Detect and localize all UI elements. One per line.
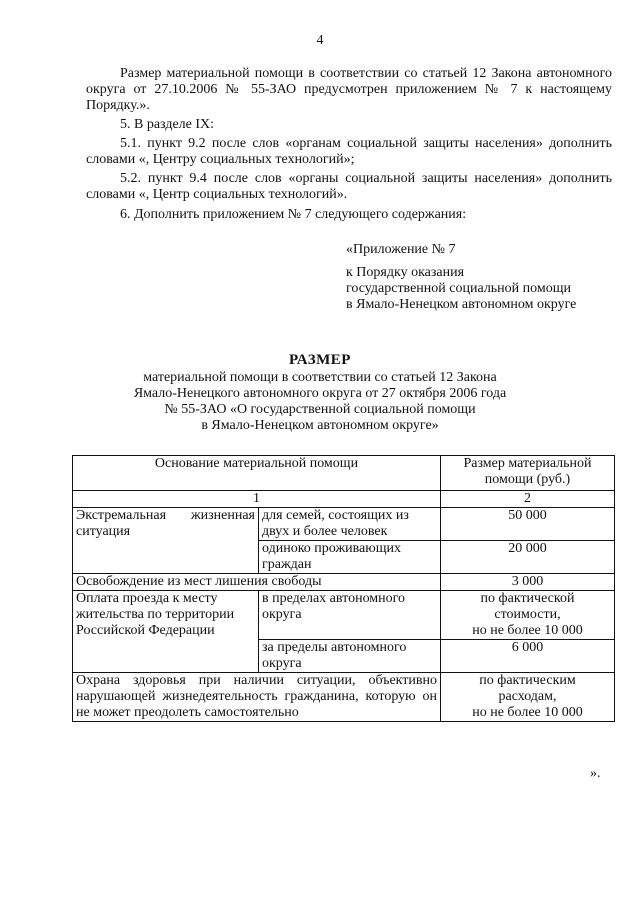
row-label-release: Освобождение из мест лишения свободы [73, 574, 441, 591]
paragraph-item-5-1: 5.1. пункт 9.2 после слов «органам социальной защиты населения» дополнить словами «, Центру социальных технологий»; [86, 136, 612, 167]
column-number-1: 1 [73, 491, 441, 508]
subheading-line: Ямало-Ненецкого автономного округа от 27 октября 2006 года [133, 386, 507, 401]
subheading-line: № 55-ЗАО «О государственной социальной помощи [164, 402, 476, 417]
row-sub-single: одиноко проживающих граждан [259, 541, 441, 574]
amount-release: 3 000 [441, 574, 615, 591]
table-row [73, 673, 615, 722]
table-row [73, 591, 615, 640]
row-label-extreme-situation: Экстремальная жизненная ситуация [73, 508, 259, 574]
row-sub-outside-okrug: за пределы автономного округа [259, 640, 441, 673]
amount-line: по фактическим [479, 673, 576, 688]
table-header-row [73, 456, 615, 491]
amount-line: стоимости, [494, 607, 561, 622]
header-basis: Основание материальной помощи [73, 456, 441, 491]
subheading-line: в Ямало-Ненецком автономном округе» [201, 418, 439, 433]
column-number-2: 2 [441, 491, 615, 508]
page-number: 4 [316, 33, 324, 48]
document-subheading [0, 370, 640, 434]
row-label-health: Охрана здоровья при наличии ситуации, объективно нарушающей жизнедеятельность гражданина, которую он не может преодолеть самостоятельно [73, 673, 441, 722]
annex-line: в Ямало-Ненецком автономном округе [346, 297, 577, 312]
amount-line: но не более 10 000 [472, 623, 583, 638]
row-label-travel: Оплата проезда к месту жительства по территории Российской Федерации [73, 591, 259, 673]
amount-line: но не более 10 000 [472, 705, 583, 720]
table-row [73, 574, 615, 591]
annex-line: государственной социальной помощи [346, 281, 572, 296]
amount-line: по фактической [480, 591, 575, 606]
row-sub-within-okrug: в пределах автономного округа [259, 591, 441, 640]
paragraph-section-ix: 5. В разделе IX: [120, 117, 215, 132]
paragraph-amount-reference: Размер материальной помощи в соответствии со статьей 12 Закона автономного округа от 27.10.2006 № 55-ЗАО предусмотрен приложением № 7 к настоящему Порядку.». [86, 66, 612, 113]
annex-line: к Порядку оказания [346, 265, 465, 280]
aid-amount-table [72, 455, 615, 722]
annex-header [346, 242, 616, 313]
amount-outside-okrug: 6 000 [441, 640, 615, 673]
table-column-number-row [73, 491, 615, 508]
amount-within-okrug [441, 591, 615, 640]
subheading-line: материальной помощи в соответствии со статьей 12 Закона [143, 370, 497, 385]
table-row [73, 508, 615, 541]
paragraph-item-6: 6. Дополнить приложением № 7 следующего содержания: [120, 207, 467, 222]
header-amount: Размер материальной помощи (руб.) [441, 456, 615, 491]
amount-single: 20 000 [441, 541, 615, 574]
amount-families: 50 000 [441, 508, 615, 541]
amount-health [441, 673, 615, 722]
row-sub-families: для семей, состоящих из двух и более человек [259, 508, 441, 541]
amount-line: расходам, [498, 689, 557, 704]
document-heading: РАЗМЕР [289, 352, 351, 368]
paragraph-item-5-2: 5.2. пункт 9.4 после слов «органы социальной защиты населения» дополнить словами «, Центр социальных технологий». [86, 171, 612, 202]
annex-title: «Приложение № 7 [346, 242, 456, 257]
closing-quote: ». [590, 766, 601, 781]
